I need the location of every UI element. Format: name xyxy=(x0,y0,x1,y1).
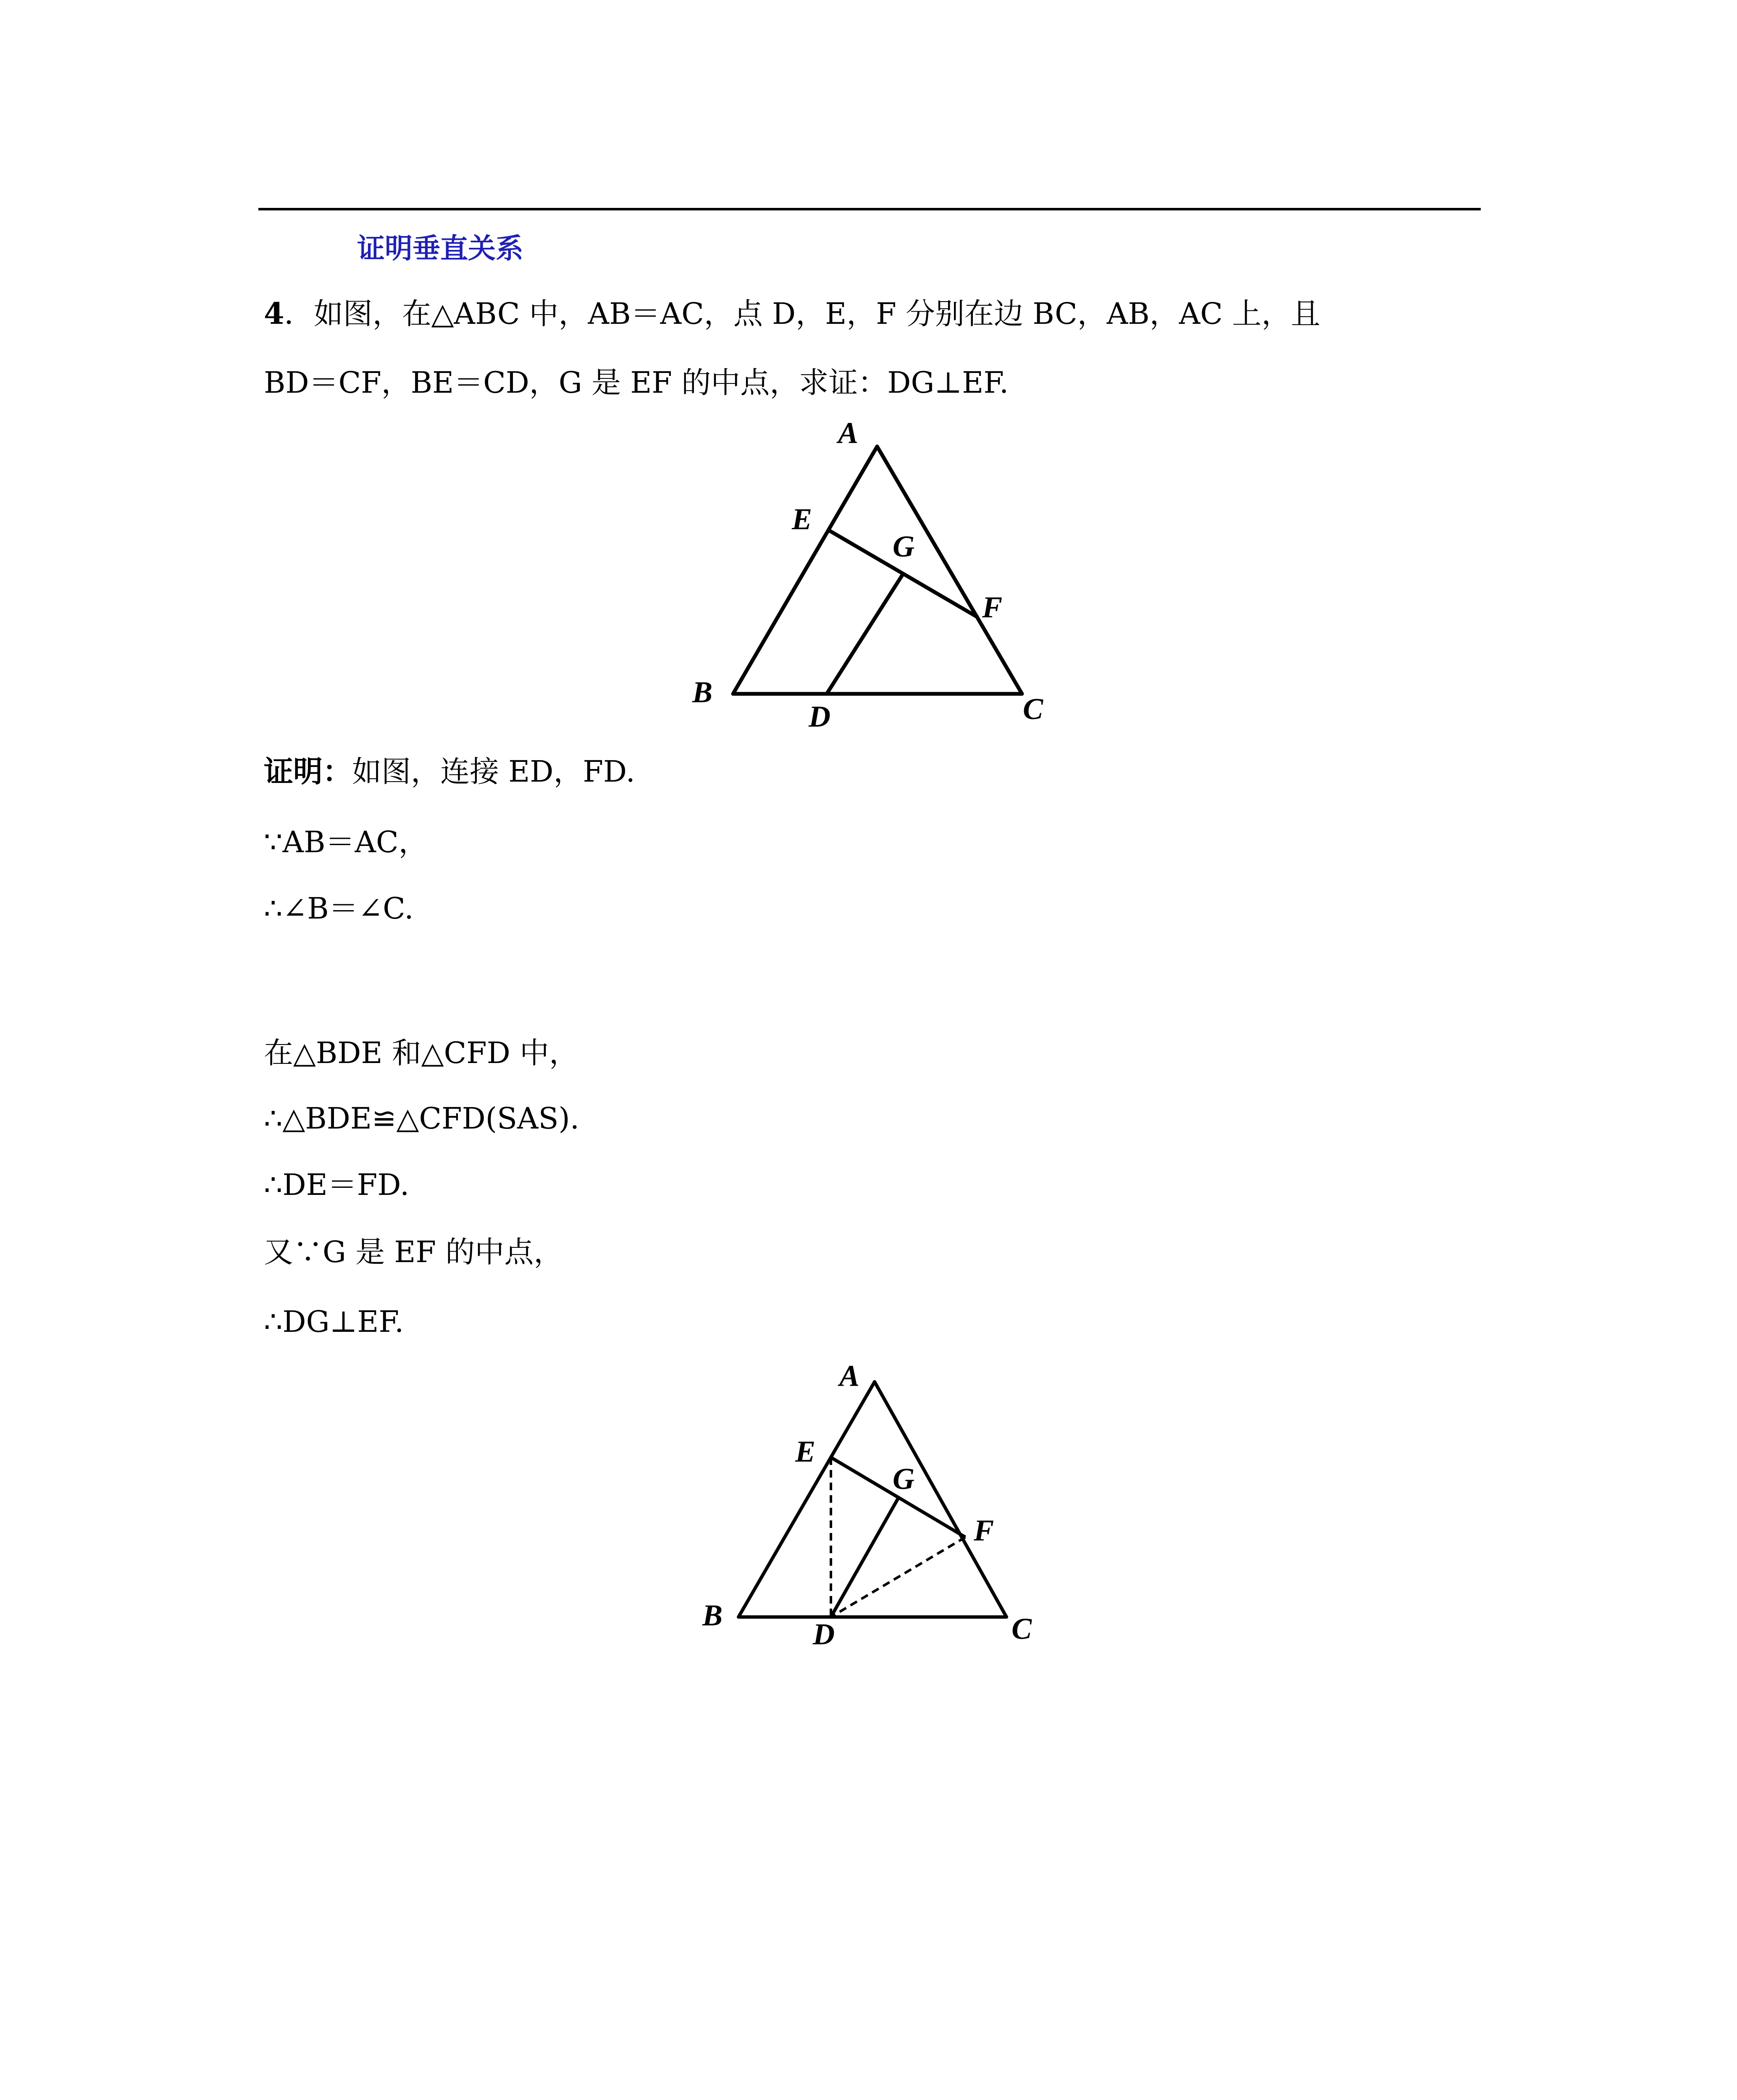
label-c: C xyxy=(1023,692,1043,726)
triangle-abc xyxy=(733,446,1022,694)
label-f: F xyxy=(982,591,1003,624)
label-c: C xyxy=(1012,1612,1032,1646)
segment-dg xyxy=(827,574,903,694)
section-heading: 证明垂直关系 xyxy=(357,232,523,265)
label-g: G xyxy=(893,530,914,563)
problem-statement-1: ．如图，在△ABC 中，AB＝AC，点 D，E，F 分别在边 BC，AB，AC 上，且 xyxy=(284,297,1320,331)
label-b: B xyxy=(692,675,713,709)
proof-step-5: ∴DE＝FD. xyxy=(264,1168,410,1202)
proof-step-6: 又∵G 是 EF 的中点， xyxy=(264,1235,563,1269)
label-a: A xyxy=(839,1359,860,1393)
proof-intro: 如图，连接 ED，FD. xyxy=(352,754,635,789)
label-f: F xyxy=(974,1514,994,1547)
proof-label: 证明： xyxy=(264,754,352,789)
triangle-abc xyxy=(738,1382,1006,1617)
problem-line-2: BD＝CF，BE＝CD，G 是 EF 的中点，求证：DG⊥EF. xyxy=(264,365,1009,400)
label-b: B xyxy=(702,1599,723,1632)
segment-dg xyxy=(831,1497,899,1617)
proof-step-2: ∴∠B＝∠C. xyxy=(264,891,414,926)
figure-1 xyxy=(681,416,1059,735)
problem-number: 4 xyxy=(264,296,284,331)
proof-step-4: ∴△BDE≌△CFD(SAS). xyxy=(264,1101,580,1136)
segment-fd-dashed xyxy=(831,1537,965,1617)
label-d: D xyxy=(809,700,830,733)
problem-line-1 xyxy=(264,296,1320,331)
proof-step-3: 在△BDE 和△CFD 中， xyxy=(264,1036,579,1070)
proof-step-1: ∵AB＝AC， xyxy=(264,825,428,859)
proof-intro-line xyxy=(264,754,635,789)
figure-2 xyxy=(689,1352,1059,1663)
label-a: A xyxy=(838,416,859,450)
label-e: E xyxy=(792,502,812,536)
proof-step-7: ∴DG⊥EF. xyxy=(264,1305,404,1339)
top-rule xyxy=(258,208,1481,210)
label-d: D xyxy=(813,1617,835,1651)
label-g: G xyxy=(893,1462,914,1496)
label-e: E xyxy=(795,1435,816,1468)
